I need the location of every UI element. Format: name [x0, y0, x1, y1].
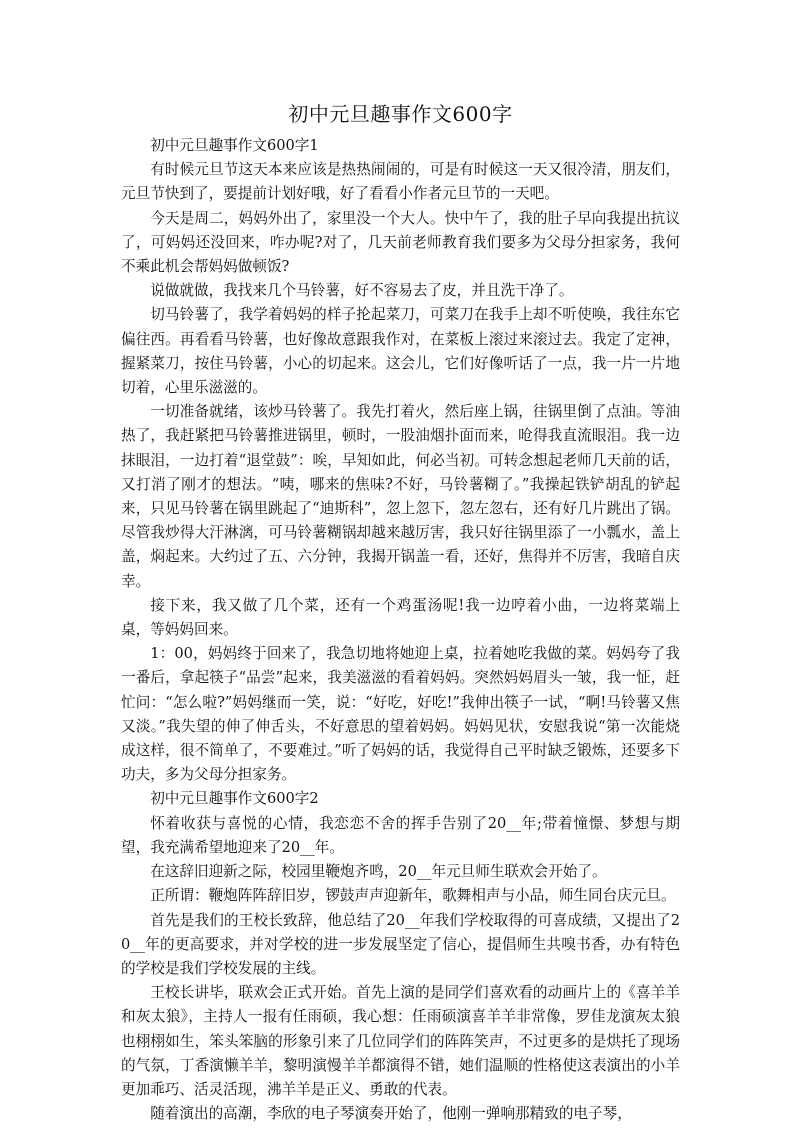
section-heading: 初中元旦趣事作文600字2 — [150, 790, 319, 808]
paragraph: 怀着收获与喜悦的心情，我恋恋不舍的挥手告别了20__年;带着憧憬、梦想与期望，我充满希望地迎来了20__年。 — [121, 814, 680, 856]
paragraph: 王校长讲毕，联欢会正式开始。首先上演的是同学们喜欢看的动画片上的《喜羊羊和灰太狼》，主持人一报有任雨硕，我心想：任雨硕演喜羊羊非常像，罗佳龙演灰太狼也栩栩如生，笨头笨脑的形象引来了几位同学们的阵阵笑声，不过更多的是烘托了现场的气氛，丁香演懒羊羊，黎明演慢羊羊都演得不错，她们温顺的性格使这表演出的小羊更加乖巧、活灵活现，沸羊羊是正义、勇敢的代表。 — [121, 984, 680, 1098]
paragraph: 有时候元旦节这天本来应该是热热闹闹的，可是有时候这一天又很冷清，朋友们，元旦节快到了，要提前计划好哦，好了看看小作者元旦节的一天吧。 — [121, 161, 680, 203]
paragraph: 正所谓：鞭炮阵阵辞旧岁，锣鼓声声迎新年，歌舞相声与小品，师生同台庆元旦。 — [150, 887, 676, 905]
paragraph: 1：00，妈妈终于回来了，我急切地将她迎上桌，拉着她吃我做的菜。妈妈夸了我一番后，拿起筷子“品尝”起来，我美滋滋的看着妈妈。突然妈妈眉头一皱，我一怔，赶忙问：“怎么啦?”妈妈继而一笑，说：“好吃，好吃!”我伸出筷子一试，“啊!马铃薯又焦又淡。”我失望的伸了伸舌头，不好意思的望着妈妈。妈妈见状，安慰我说“第一次能烧成这样，很不简单了，不要难过。”听了妈妈的话，我觉得自己平时缺乏锻炼，还要多下功夫，多为父母分担家务。 — [121, 645, 680, 784]
paragraph: 切马铃薯了，我学着妈妈的样子抡起菜刀，可菜刀在我手上却不听使唤，我往东它偏往西。再看看马铃薯，也好像故意跟我作对，在菜板上滚过来滚过去。我定了定神，握紧菜刀，按住马铃薯，小心的切起来。这会儿，它们好像听话了一点，我一片一片地切着，心里乐滋滋的。 — [121, 306, 680, 397]
document-title: 初中元旦趣事作文600字 — [288, 102, 513, 126]
paragraph: 今天是周二，妈妈外出了，家里没一个大人。快中午了，我的肚子早向我提出抗议了，可妈妈还没回来，咋办呢?对了，几天前老师教育我们要多为父母分担家务，我何不乘此机会帮妈妈做顿饭? — [121, 209, 680, 276]
paragraph: 随着演出的高潮，李欣的电子琴演奏开始了，他刚一弹响那精致的电子琴， — [150, 1105, 632, 1123]
paragraph: 一切准备就绪，该炒马铃薯了。我先打着火，然后座上锅，往锅里倒了点油。等油热了，我赶紧把马铃薯推进锅里，顿时，一股油烟扑面而来，呛得我直流眼泪。我一边抹眼泪，一边打着“退堂鼓”：唉，早知如此，何必当初。可转念想起老师几天前的话，又打消了刚才的想法。“咦，哪来的焦味?不好，马铃薯糊了。”我操起铁铲胡乱的铲起来，只见马铃薯在锅里跳起了“迪斯科”，忽上忽下，忽左忽右，还有好几片跳出了锅。尽管我炒得大汗淋漓，可马铃薯糊锅却越来越厉害，我只好往锅里添了一小瓢水，盖上盖，焖起来。大约过了五、六分钟，我揭开锅盖一看，还好，焦得并不厉害，我暗自庆幸。 — [121, 403, 680, 590]
document-body — [121, 134, 680, 1126]
section-heading: 初中元旦趣事作文600字1 — [150, 137, 319, 154]
paragraph: 在这辞旧迎新之际，校园里鞭炮齐鸣，20__年元旦师生联欢会开始了。 — [150, 863, 607, 881]
paragraph: 说做就做，我找来几个马铃薯，好不容易去了皮，并且洗干净了。 — [150, 282, 574, 300]
paragraph: 接下来，我又做了几个菜，还有一个鸡蛋汤呢!我一边哼着小曲，一边将菜端上桌，等妈妈回来。 — [121, 596, 680, 639]
paragraph: 首先是我们的王校长致辞，他总结了20__年我们学校取得的可喜成绩，又提出了20__年的更高要求，并对学校的进一步发展坚定了信心，提倡师生共嗅书香，办有特色的学校是我们学校发展的主线。 — [121, 911, 680, 977]
